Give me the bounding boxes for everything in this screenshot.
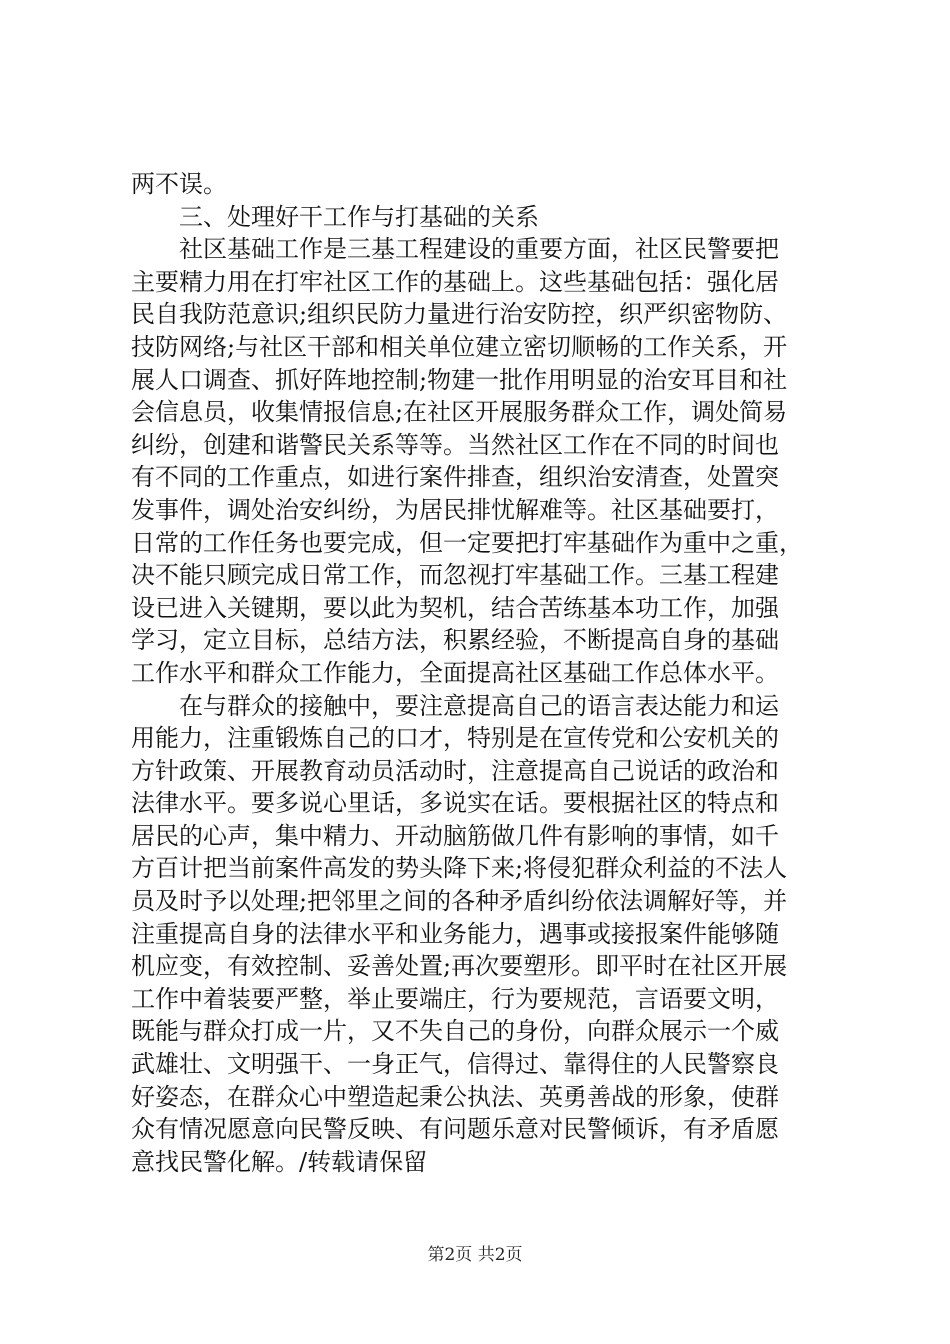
text-line: 工作水平和群众工作能力，全面提高社区基础工作总体水平。 (131, 658, 779, 687)
text-line: 社区基础工作是三基工程建设的重要方面，社区民警要把 (179, 235, 779, 264)
text-line: 用能力，注重锻炼自己的口才，特别是在宣传党和公安机关的 (131, 724, 779, 753)
text-line: 日常的工作任务也要完成，但一定要把打牢基础作为重中之重， (131, 528, 803, 557)
text-line: 注重提高自身的法律水平和业务能力，遇事或接报案件能够随 (131, 919, 779, 948)
text-line: 决不能只顾完成日常工作，而忽视打牢基础工作。三基工程建 (131, 561, 779, 590)
text-line: 学习，定立目标，总结方法，积累经验，不断提高自身的基础 (131, 626, 779, 655)
text-line: 民自我防范意识;组织民防力量进行治安防控，织严织密物防、 (131, 300, 788, 329)
page-footer (0, 1240, 950, 1265)
page-number-label: 第2页 共2页 (427, 1245, 523, 1265)
text-line: 既能与群众打成一片，又不失自己的身份，向群众展示一个威 (131, 1017, 779, 1046)
text-line: 两不误。 (131, 170, 227, 198)
text-line: 居民的心声，集中精力、开动脑筋做几件有影响的事情，如千 (131, 821, 779, 850)
text-line: 三、处理好干工作与打基础的关系 (179, 202, 539, 231)
text-line: 员及时予以处理;把邻里之间的各种矛盾纠纷依法调解好等，并 (131, 887, 788, 916)
text-line: 有不同的工作重点，如进行案件排查，组织治安清查，处置突 (131, 463, 779, 492)
text-line: 工作中着装要严整，举止要端庄，行为要规范，言语要文明， (131, 984, 779, 1013)
text-line: 武雄壮、文明强干、一身正气，信得过、靠得住的人民警察良 (131, 1050, 779, 1079)
text-line: 展人口调查、抓好阵地控制;物建一批作用明显的治安耳目和社 (131, 365, 788, 394)
text-line: 方针政策、开展教育动员活动时，注意提高自己说话的政治和 (131, 756, 779, 785)
text-line: 技防网络;与社区干部和相关单位建立密切顺畅的工作关系，开 (131, 332, 788, 361)
text-line: 会信息员，收集情报信息;在社区开展服务群众工作，调处简易 (131, 398, 788, 427)
document-body (131, 168, 831, 1178)
text-line: 在与群众的接触中，要注意提高自己的语言表达能力和运 (179, 691, 779, 720)
text-line: 纠纷，创建和谐警民关系等等。当然社区工作在不同的时间也 (131, 430, 779, 459)
text-line: 意找民警化解。/转载请保留 (131, 1147, 428, 1176)
text-line: 机应变，有效控制、妥善处置;再次要塑形。即平时在社区开展 (131, 952, 788, 981)
text-line: 发事件，调处治安纠纷，为居民排忧解难等。社区基础要打， (131, 495, 779, 524)
text-line: 众有情况愿意向民警反映、有问题乐意对民警倾诉，有矛盾愿 (131, 1115, 779, 1144)
text-line: 方百计把当前案件高发的势头降下来;将侵犯群众利益的不法人 (131, 854, 788, 883)
text-line: 主要精力用在打牢社区工作的基础上。这些基础包括：强化居 (131, 267, 779, 296)
text-line: 法律水平。要多说心里话，多说实在话。要根据社区的特点和 (131, 789, 779, 818)
text-line: 好姿态，在群众心中塑造起秉公执法、英勇善战的形象，使群 (131, 1082, 779, 1111)
text-line: 设已进入关键期，要以此为契机，结合苦练基本功工作，加强 (131, 593, 779, 622)
